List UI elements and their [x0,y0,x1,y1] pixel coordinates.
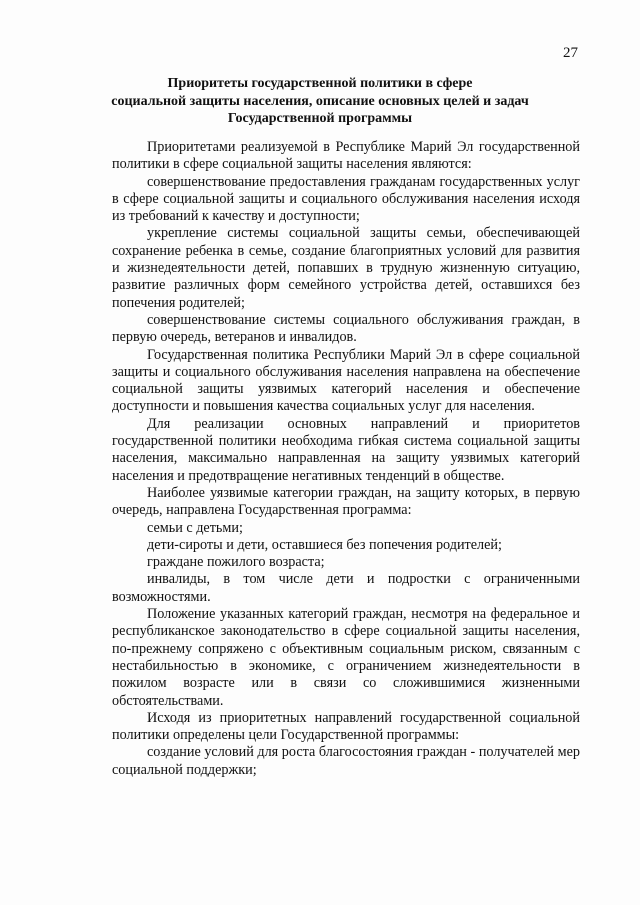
list-item: инвалиды, в том числе дети и подростки с ограниченными возможностями. [112,571,580,605]
paragraph: совершенствование предоставления гражданам государственных услуг в сфере социальной защиты и социального обслуживания населения исходя из требований к качеству и доступности; [112,173,580,225]
list-item: семьи с детьми; [147,519,243,536]
paragraph: Положение указанных категорий граждан, несмотря на федеральное и республиканское законодательство в сфере социальной защиты населения, по-прежнему сопряжено с объективным социальным риском, связанным с нестабильностью в экономике, с ограничением жизнедеятельности в пожилом возрасте или в связи со сложившимися жизненными обстоятельствами. [112,606,580,709]
section-title-line-3: Государственной программы [227,111,413,126]
paragraph: совершенствование системы социального обслуживания граждан, в первую очередь, ветеранов и инвалидов. [112,311,580,346]
paragraph: Государственная политика Республики Марий Эл в сфере социальной защиты и социального обслуживания населения направлена на обеспечение социальной защиты уязвимых категорий населения и обеспечение доступности и повышения качества социальных услуг для населения. [112,346,580,415]
list-item: дети-сироты и дети, оставшиеся без попечения родителей; [147,536,502,553]
paragraph: Наиболее уязвимые категории граждан, на защиту которых, в первую очередь, направлена Государственная программа: [112,484,580,519]
section-title-line-2: социальной защиты населения, описание основных целей и задач [111,93,529,109]
paragraph: создание условий для роста благосостояния граждан - получателей мер социальной поддержки; [112,744,580,778]
page-number: 27 [563,45,578,61]
paragraph: укрепление системы социальной защиты семьи, обеспечивающей сохранение ребенка в семье, создание благоприятных условий для развития и жизнедеятельности детей, попавших в трудную жизненную ситуацию, развитие различных форм семейного устройства детей, оставшихся без попечения родителей; [112,225,580,311]
section-title-line-1: Приоритеты государственной политики в сфере [167,76,473,91]
paragraph: Приоритетами реализуемой в Республике Марий Эл государственной политики в сфере социальной защиты населения являются: [112,139,580,173]
paragraph: Исходя из приоритетных направлений государственной социальной политики определены цели Государственной программы: [112,709,580,744]
section-title [100,75,540,128]
paragraph: Для реализации основных направлений и приоритетов государственной политики необходима гибкая система социальной защиты населения, максимально направленная на защиту уязвимых категорий населения и предотвращение негативных тенденций в обществе. [112,415,580,484]
body-text [112,139,580,779]
list-item: граждане пожилого возраста; [147,554,325,571]
